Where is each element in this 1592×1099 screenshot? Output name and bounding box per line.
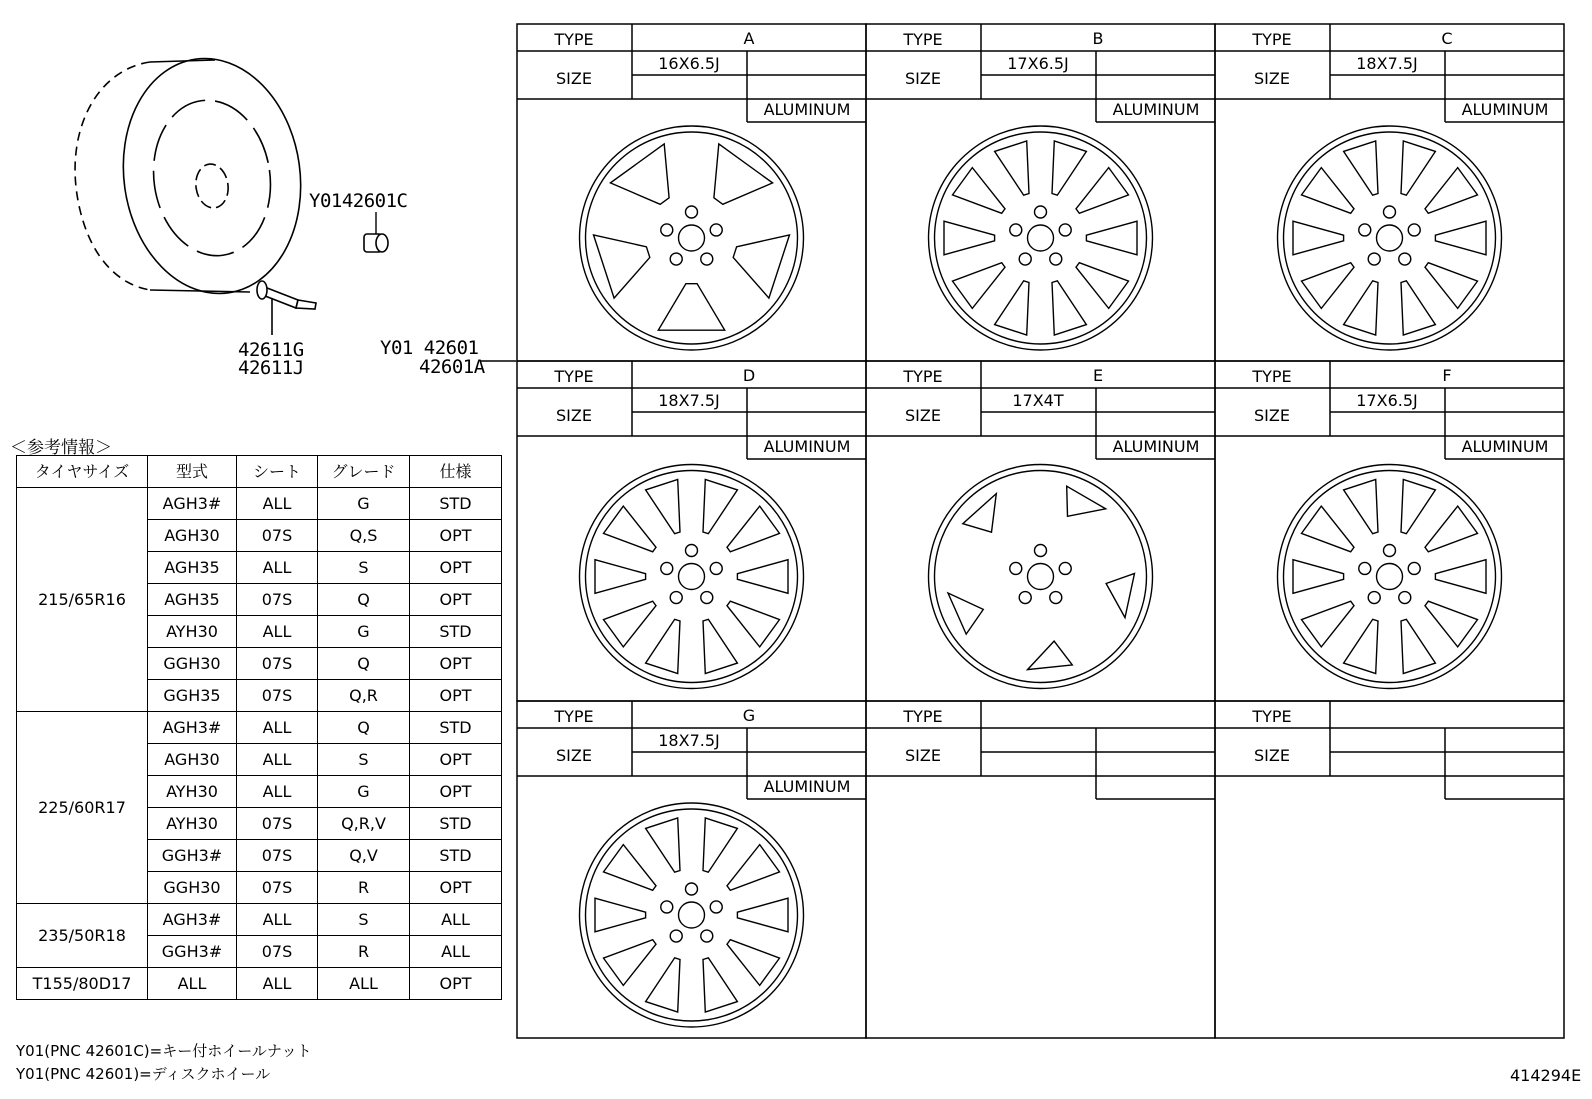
type-value: D — [742, 366, 756, 385]
wheel-design-icon — [929, 126, 1153, 350]
header-tire-size: タイヤサイズ — [17, 456, 148, 488]
reference-table — [16, 455, 502, 1000]
spec-cell: ALL — [410, 904, 502, 936]
grade-cell: Q,R,V — [318, 808, 410, 840]
spec-cell: STD — [410, 840, 502, 872]
model-cell: AYH30 — [148, 616, 237, 648]
wheel-part-number-2: 42601A — [419, 356, 485, 378]
model-cell: AGH30 — [148, 520, 237, 552]
reference-title: ＜参考情報＞ — [10, 438, 112, 458]
material-value: ALUMINUM — [1112, 100, 1200, 119]
size-value: 16X6.5J — [658, 54, 720, 73]
type-value: E — [1092, 366, 1104, 385]
wheel-cell — [866, 701, 1215, 1038]
wheel-design-icon — [580, 803, 804, 1027]
model-cell: AGH3# — [148, 488, 237, 520]
spec-cell: STD — [410, 488, 502, 520]
wheel-design-icon — [929, 465, 1153, 689]
grade-cell: G — [318, 488, 410, 520]
spec-cell: STD — [410, 712, 502, 744]
material-value: ALUMINUM — [763, 777, 851, 796]
seat-cell: 07S — [237, 584, 318, 616]
model-cell: AGH3# — [148, 904, 237, 936]
figure-code: 414294E — [1510, 1066, 1582, 1085]
seat-cell: ALL — [237, 968, 318, 1000]
wheel-cell — [517, 24, 866, 361]
seat-cell: ALL — [237, 488, 318, 520]
grade-cell: Q — [318, 584, 410, 616]
wheel-design-icon — [1278, 126, 1502, 350]
material-value: ALUMINUM — [763, 100, 851, 119]
size-label: SIZE — [1254, 746, 1290, 765]
type-label: TYPE — [554, 30, 594, 49]
seat-cell: 07S — [237, 808, 318, 840]
spec-cell: OPT — [410, 744, 502, 776]
seat-cell: ALL — [237, 552, 318, 584]
size-label: SIZE — [556, 69, 592, 88]
note-lock-nut: Y01(PNC 42601C)=キー付ホイールナット — [16, 1042, 312, 1060]
type-label: TYPE — [903, 367, 943, 386]
model-cell: GGH3# — [148, 840, 237, 872]
note-disc-wheel: Y01(PNC 42601)=ディスクホイール — [16, 1065, 271, 1083]
model-cell: GGH30 — [148, 872, 237, 904]
grade-cell: ALL — [318, 968, 410, 1000]
tire-size-cell: T155/80D17 — [17, 968, 148, 1000]
grade-cell: G — [318, 616, 410, 648]
grade-cell: S — [318, 744, 410, 776]
material-value: ALUMINUM — [1461, 437, 1549, 456]
seat-cell: ALL — [237, 744, 318, 776]
size-value: 18X7.5J — [1356, 54, 1418, 73]
size-label: SIZE — [556, 406, 592, 425]
grade-cell: S — [318, 904, 410, 936]
size-value: 17X6.5J — [1007, 54, 1069, 73]
seat-cell: 07S — [237, 520, 318, 552]
wheel-cell — [1215, 24, 1564, 361]
seat-cell: 07S — [237, 648, 318, 680]
spec-cell: OPT — [410, 680, 502, 712]
wheel-cell — [1215, 361, 1564, 701]
type-label: TYPE — [903, 707, 943, 726]
table-row — [17, 904, 502, 936]
type-value: A — [743, 29, 755, 48]
type-label: TYPE — [1252, 707, 1292, 726]
model-cell: AGH3# — [148, 712, 237, 744]
spec-cell: OPT — [410, 552, 502, 584]
material-value: ALUMINUM — [763, 437, 851, 456]
valve-part-number-1: 42611G — [238, 339, 304, 361]
header-model: 型式 — [148, 456, 237, 488]
table-row — [17, 968, 502, 1000]
tire-size-cell: 235/50R18 — [17, 904, 148, 968]
type-value: C — [1441, 29, 1453, 48]
spec-cell: OPT — [410, 968, 502, 1000]
size-value: 18X7.5J — [658, 731, 720, 750]
seat-cell: ALL — [237, 712, 318, 744]
spec-cell: OPT — [410, 872, 502, 904]
grade-cell: S — [318, 552, 410, 584]
header-seat: シート — [237, 456, 318, 488]
lock-nut-part-number: Y0142601C — [309, 190, 408, 212]
valve-part-number-2: 42611J — [238, 357, 304, 379]
type-value: B — [1092, 29, 1104, 48]
header-spec: 仕様 — [410, 456, 502, 488]
wheel-cell — [517, 361, 866, 701]
size-label: SIZE — [556, 746, 592, 765]
seat-cell: 07S — [237, 680, 318, 712]
seat-cell: 07S — [237, 840, 318, 872]
size-value: 17X4T — [1012, 391, 1064, 410]
spec-cell: OPT — [410, 584, 502, 616]
seat-cell: ALL — [237, 616, 318, 648]
wheel-cell — [866, 361, 1215, 701]
size-label: SIZE — [905, 746, 941, 765]
tire-size-cell: 225/60R17 — [17, 712, 148, 904]
seat-cell: 07S — [237, 872, 318, 904]
model-cell: AYH30 — [148, 808, 237, 840]
wheel-cell — [866, 24, 1215, 361]
type-value: F — [1442, 366, 1452, 385]
wheel-cell — [1215, 701, 1564, 1038]
spec-cell: OPT — [410, 520, 502, 552]
type-label: TYPE — [554, 367, 594, 386]
spec-cell: OPT — [410, 776, 502, 808]
grade-cell: G — [318, 776, 410, 808]
type-label: TYPE — [1252, 367, 1292, 386]
model-cell: AGH35 — [148, 552, 237, 584]
wheel-design-icon — [580, 126, 804, 350]
grade-cell: R — [318, 936, 410, 968]
size-label: SIZE — [1254, 69, 1290, 88]
wheel-part-number-1: Y01 42601 — [380, 337, 479, 359]
grade-cell: R — [318, 872, 410, 904]
grade-cell: Q,V — [318, 840, 410, 872]
model-cell: AGH30 — [148, 744, 237, 776]
material-value: ALUMINUM — [1461, 100, 1549, 119]
size-label: SIZE — [905, 69, 941, 88]
model-cell: AGH35 — [148, 584, 237, 616]
table-row — [17, 488, 502, 520]
material-value: ALUMINUM — [1112, 437, 1200, 456]
spec-cell: STD — [410, 808, 502, 840]
size-value: 18X7.5J — [658, 391, 720, 410]
grade-cell: Q,S — [318, 520, 410, 552]
table-row — [17, 712, 502, 744]
model-cell: GGH30 — [148, 648, 237, 680]
type-label: TYPE — [554, 707, 594, 726]
grade-cell: Q — [318, 712, 410, 744]
spec-cell: OPT — [410, 648, 502, 680]
type-label: TYPE — [1252, 30, 1292, 49]
wheel-design-icon — [580, 465, 804, 689]
tire-size-cell: 215/65R16 — [17, 488, 148, 712]
size-label: SIZE — [905, 406, 941, 425]
reference-header-row — [17, 456, 502, 488]
size-label: SIZE — [1254, 406, 1290, 425]
grade-cell: Q,R — [318, 680, 410, 712]
model-cell: GGH35 — [148, 680, 237, 712]
seat-cell: 07S — [237, 936, 318, 968]
seat-cell: ALL — [237, 904, 318, 936]
spec-cell: STD — [410, 616, 502, 648]
wheel-design-icon — [1278, 465, 1502, 689]
type-value: G — [742, 706, 756, 725]
size-value: 17X6.5J — [1356, 391, 1418, 410]
header-grade: グレード — [318, 456, 410, 488]
model-cell: GGH3# — [148, 936, 237, 968]
seat-cell: ALL — [237, 776, 318, 808]
wheel-cell — [517, 701, 866, 1038]
model-cell: AYH30 — [148, 776, 237, 808]
grade-cell: Q — [318, 648, 410, 680]
type-label: TYPE — [903, 30, 943, 49]
spec-cell: ALL — [410, 936, 502, 968]
model-cell: ALL — [148, 968, 237, 1000]
